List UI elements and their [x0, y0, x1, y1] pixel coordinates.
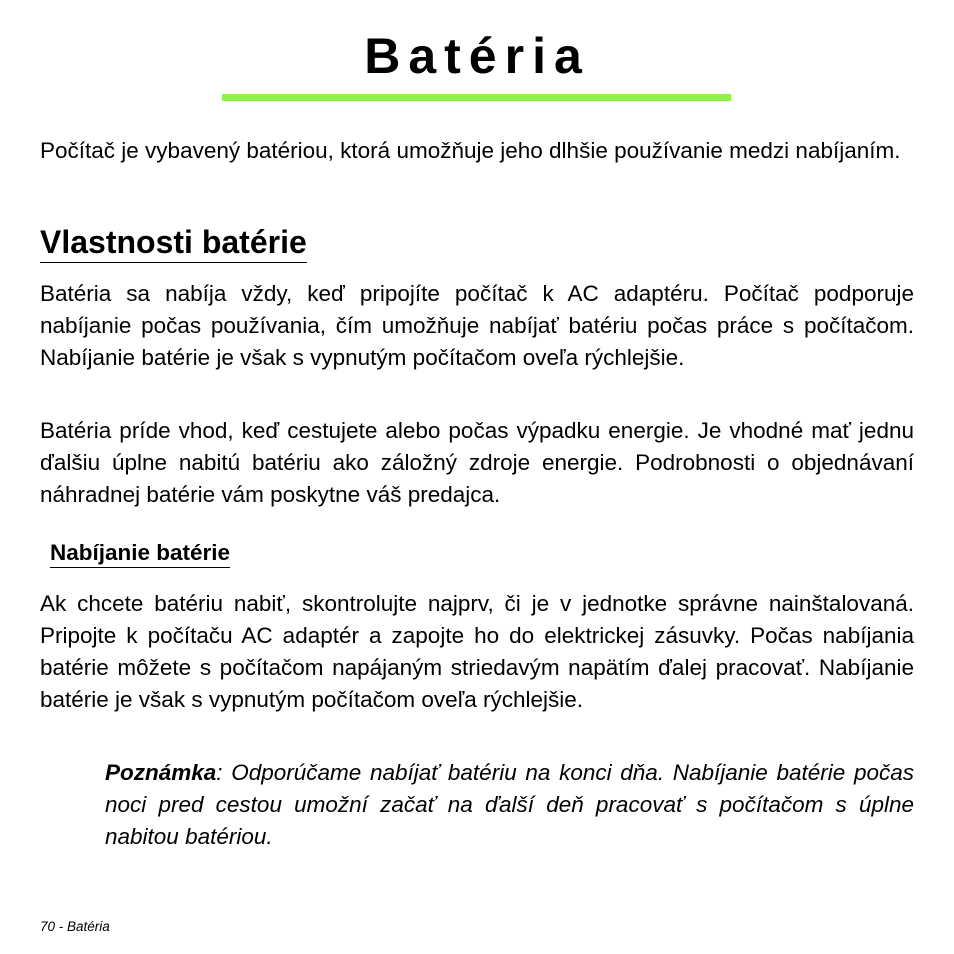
section-heading: Vlastnosti batérie — [40, 222, 307, 263]
note-text: : Odporúčame nabíjať batériu na konci dňa. Nabíjanie batérie počas noci pred cestou umožní začať na ďalší deň pracovať s počítačom s úplne nabitou batériou. — [105, 760, 914, 849]
paragraph-charging-steps: Ak chcete batériu nabiť, skontrolujte najprv, či je v jednotke správne nainštalovaná. Pripojte k počítaču AC adaptér a zapojte ho do elektrickej zásuvky. Počas nabíjania batérie môžete s počítačom napájaným striedavým napätím ďalej pracovať. Nabíjanie batérie je však s vypnutým počítačom oveľa rýchlejšie. — [40, 591, 914, 712]
page-footer: 70 - Batéria — [40, 919, 110, 934]
title-underline-bar — [222, 94, 731, 101]
note-paragraph — [105, 757, 914, 853]
paragraph-charging-info: Batéria sa nabíja vždy, keď pripojíte počítač k AC adaptéru. Počítač podporuje nabíjanie počas používania, čím umožňuje nabíjať batériu počas práce s počítačom. Nabíjanie batérie je však s vypnutým počítačom oveľa rýchlejšie. — [40, 281, 914, 370]
intro-paragraph: Počítač je vybavený batériou, ktorá umožňuje jeho dlhšie používanie medzi nabíjaním. — [40, 138, 901, 163]
page-title: Batéria — [364, 28, 590, 84]
subsection-heading: Nabíjanie batérie — [50, 539, 230, 568]
paragraph-spare-battery: Batéria príde vhod, keď cestujete alebo počas výpadku energie. Je vhodné mať jednu ďalšiu úplne nabitú batériu ako záložný zdroje energie. Podrobnosti o objednávaní náhradnej batérie vám poskytne váš predajca. — [40, 418, 914, 507]
note-label: Poznámka — [105, 760, 217, 785]
